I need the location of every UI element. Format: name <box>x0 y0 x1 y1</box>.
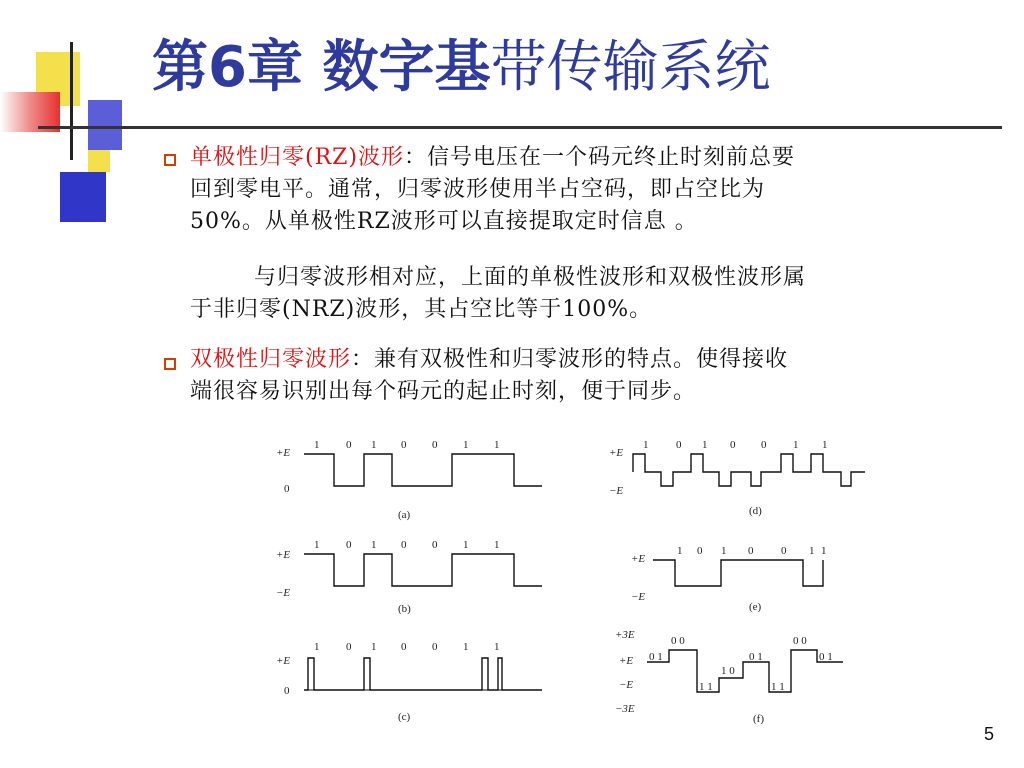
bit-label: 1 <box>314 439 320 451</box>
bit-label: 0 <box>761 439 767 451</box>
caption: (e) <box>749 601 762 613</box>
title-part1: 第6章 数字基 <box>152 35 491 100</box>
bit-label: 0 0 <box>671 635 685 647</box>
bit-label: 1 1 <box>699 681 713 693</box>
bit-label: 0 <box>401 641 407 653</box>
bit-label: 0 <box>730 439 736 451</box>
text-segment: ：兼有双极性和归零波形的特点。使得接收 <box>351 347 789 372</box>
bit-label: 0 1 <box>649 651 663 663</box>
term-bipolar-rz: 双极性归零波形 <box>190 347 352 372</box>
bit-label: 0 <box>432 641 438 653</box>
level-label: +E <box>276 549 291 561</box>
caption: (a) <box>398 509 411 521</box>
bit-label: 0 0 <box>793 635 807 647</box>
level-label: −E <box>609 485 624 497</box>
level-label: +E <box>619 655 634 667</box>
level-label: +3E <box>615 629 635 641</box>
bit-label: 1 <box>702 439 708 451</box>
bit-label: 1 <box>494 539 500 551</box>
caption: (c) <box>398 711 411 723</box>
bit-label: 1 <box>463 539 469 551</box>
bit-label: 1 <box>494 439 500 451</box>
level-label: +E <box>631 553 646 565</box>
bit-label: 1 <box>371 439 377 451</box>
level-label: +E <box>276 655 291 667</box>
bit-label: 0 <box>781 545 787 557</box>
deco-yellow-square-small <box>88 150 110 172</box>
level-label: 0 <box>284 483 290 495</box>
bit-label: 0 <box>676 439 682 451</box>
bit-label: 0 <box>401 539 407 551</box>
waveform-b <box>270 534 560 620</box>
term-unipolar-rz: 单极性归零(RZ)波形 <box>190 145 405 170</box>
level-label: −E <box>276 587 291 599</box>
text-line: 于非归零(NRZ)波形，其占空比等于100%。 <box>190 297 653 322</box>
bit-label: 0 <box>401 439 407 451</box>
signal-trace <box>647 650 843 692</box>
level-label: +E <box>276 447 291 459</box>
bit-label: 1 <box>494 641 500 653</box>
signal-trace <box>304 554 542 586</box>
bullet-marker <box>164 154 176 166</box>
bit-label: 0 <box>432 539 438 551</box>
caption: (f) <box>753 713 764 725</box>
level-label: −E <box>631 591 646 603</box>
waveform-a <box>270 434 560 526</box>
bit-label: 1 0 <box>721 665 735 677</box>
deco-vertical-line <box>70 42 73 160</box>
deco-blue-square-small <box>88 100 122 150</box>
signal-trace <box>304 454 542 486</box>
bit-label: 1 <box>314 539 320 551</box>
waveform-f <box>603 622 873 728</box>
bullet-rz-unipolar <box>190 142 1010 238</box>
bit-label: 0 <box>346 641 352 653</box>
caption: (b) <box>398 603 411 615</box>
caption: (d) <box>749 505 762 517</box>
title-divider <box>38 126 1002 129</box>
waveform-c <box>270 634 560 726</box>
bit-label: 1 <box>822 439 828 451</box>
waveform-e <box>603 534 873 620</box>
level-label: +E <box>609 447 624 459</box>
text-line <box>190 262 1010 294</box>
title-part2: 带传输系统 <box>490 35 771 100</box>
text-line <box>190 142 1010 174</box>
bit-label: 1 <box>809 545 815 557</box>
bit-label: 0 <box>697 545 703 557</box>
bit-label: 0 <box>432 439 438 451</box>
bit-label: 0 <box>346 439 352 451</box>
text-segment: 与归零波形相对应，上面的单极性波形和双极性波形属 <box>254 265 807 290</box>
deco-blue-square <box>60 172 106 222</box>
bullet-rz-bipolar <box>190 344 1010 408</box>
text-line: 端很容易识别出每个码元的起止时刻，便于同步。 <box>190 379 697 404</box>
text-segment: ：信号电压在一个码元终止时刻前总要 <box>404 145 796 170</box>
bit-label: 0 <box>346 539 352 551</box>
signal-trace <box>633 454 865 486</box>
bit-label: 0 <box>748 545 754 557</box>
bit-label: 0 1 <box>749 651 763 663</box>
waveform-d <box>603 434 873 526</box>
bit-label: 1 <box>677 545 683 557</box>
bit-label: 1 <box>371 539 377 551</box>
bit-label: 1 <box>793 439 799 451</box>
bit-label: 1 <box>643 439 649 451</box>
bit-label: 1 1 <box>771 681 785 693</box>
level-label: 0 <box>284 685 290 697</box>
page-title <box>152 28 770 108</box>
signal-trace <box>653 560 823 586</box>
level-label: −3E <box>615 703 635 715</box>
text-line <box>190 344 1010 376</box>
nrz-paragraph <box>190 262 1010 326</box>
signal-trace <box>304 658 542 690</box>
bit-label: 1 <box>821 545 827 557</box>
page-number: 5 <box>983 724 994 744</box>
bit-label: 1 <box>721 545 727 557</box>
bit-label: 1 <box>463 439 469 451</box>
bit-label: 1 <box>314 641 320 653</box>
bit-label: 1 <box>371 641 377 653</box>
level-label: −E <box>619 679 634 691</box>
bit-label: 1 <box>463 641 469 653</box>
text-line: 回到零电平。通常，归零波形使用半占空码，即占空比为 <box>190 177 766 202</box>
text-line: 50%。从单极性RZ波形可以直接提取定时信息 。 <box>190 209 698 234</box>
bit-label: 0 1 <box>819 651 833 663</box>
bullet-marker <box>164 358 176 370</box>
